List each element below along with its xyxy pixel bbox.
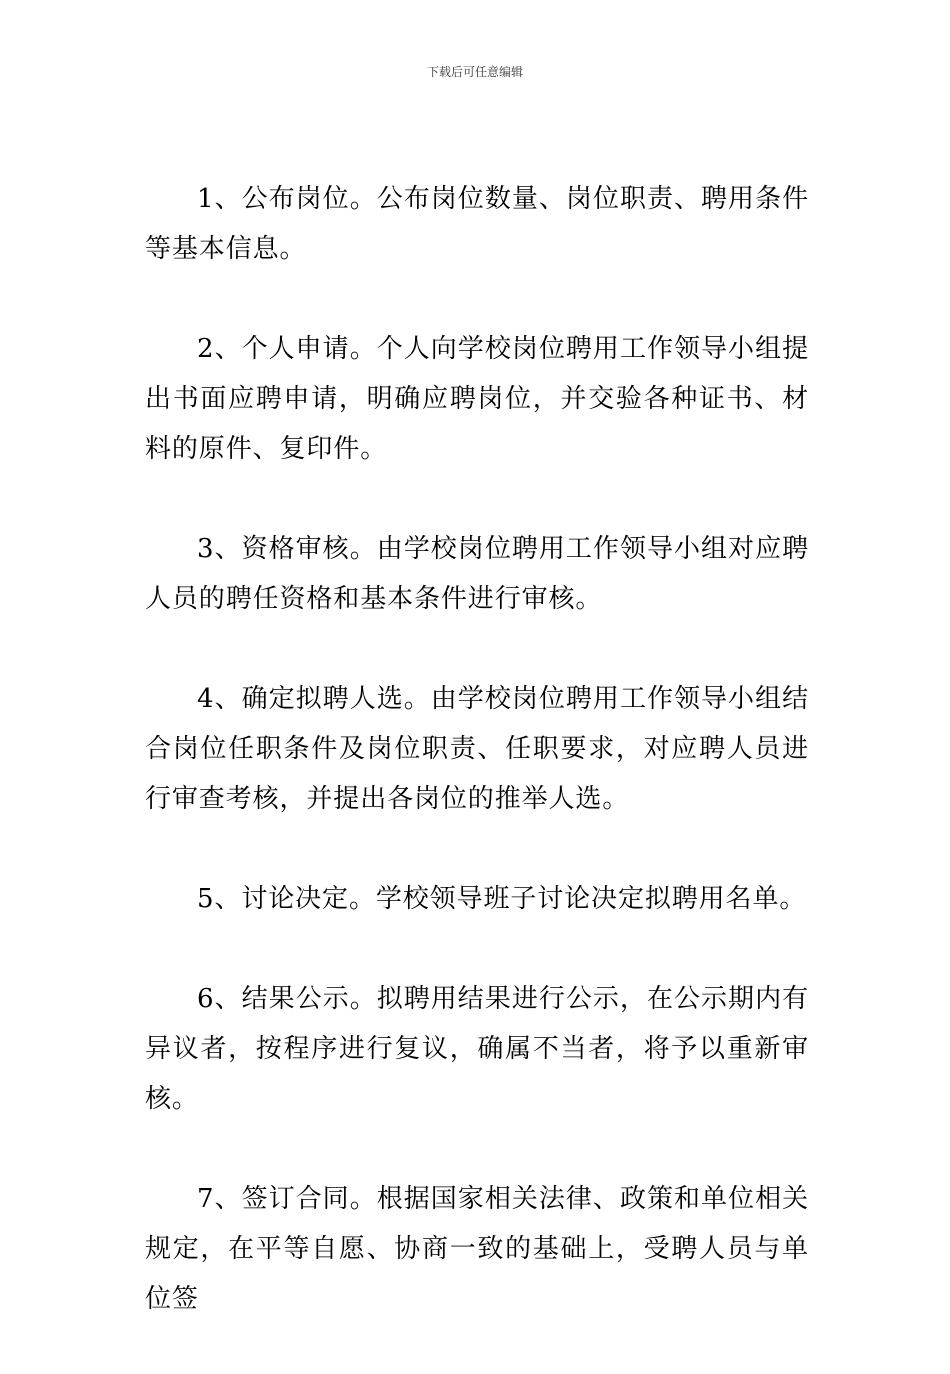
paragraph-step-5: 5、讨论决定。学校领导班子讨论决定拟聘用名单。 xyxy=(197,884,807,914)
paragraph-step-6: 6、结果公示。拟聘用结果进行公示，在公示期内有异议者，按程序进行复议，确属不当者，将予以重新审核。 xyxy=(145,984,809,1114)
paragraph-step-3: 3、资格审核。由学校岗位聘用工作领导小组对应聘人员的聘任资格和基本条件进行审核。 xyxy=(145,534,809,614)
paragraph-step-4: 4、确定拟聘人选。由学校岗位聘用工作领导小组结合岗位任职条件及岗位职责、任职要求，对应聘人员进行审查考核，并提出各岗位的推举人选。 xyxy=(145,684,809,814)
paragraph-step-7: 7、签订合同。根据国家相关法律、政策和单位相关规定，在平等自愿、协商一致的基础上，受聘人员与单位签 xyxy=(145,1184,809,1314)
paragraph-step-2: 2、个人申请。个人向学校岗位聘用工作领导小组提出书面应聘申请，明确应聘岗位，并交验各种证书、材料的原件、复印件。 xyxy=(145,334,809,464)
page-header-note: 下载后可任意编辑 xyxy=(426,65,523,79)
document-body xyxy=(145,174,809,1374)
paragraph-step-1: 1、公布岗位。公布岗位数量、岗位职责、聘用条件等基本信息。 xyxy=(145,184,809,264)
